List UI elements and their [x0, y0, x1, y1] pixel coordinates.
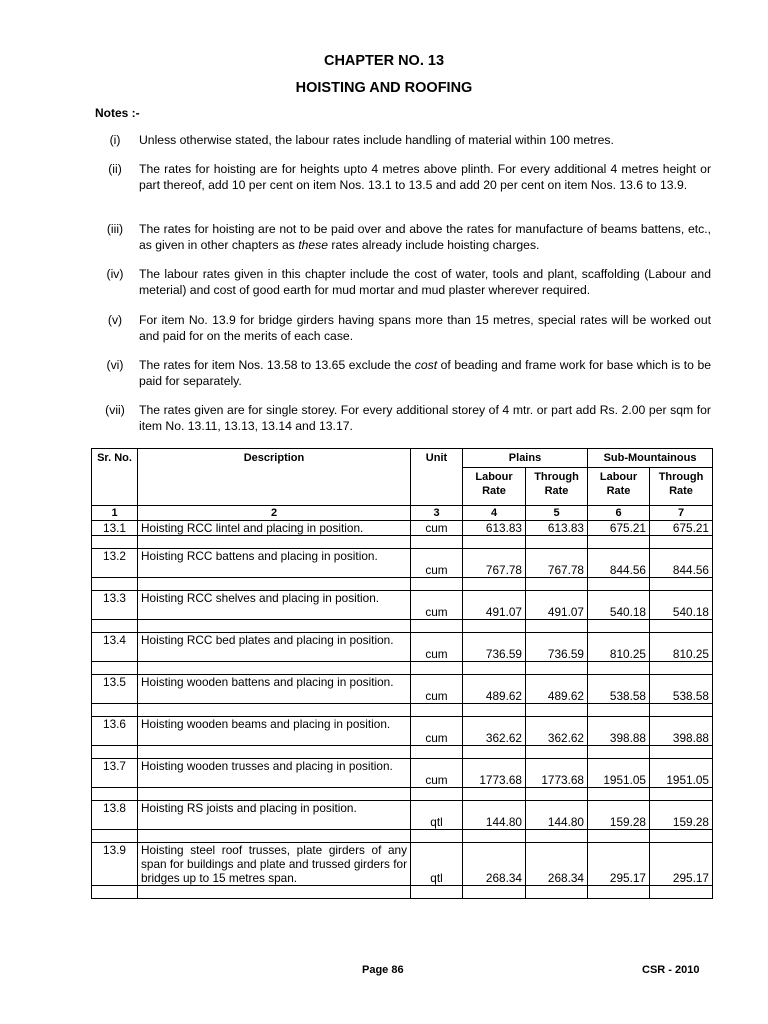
- item-sr-no: 13.5: [92, 675, 138, 704]
- item-unit: cum: [411, 633, 463, 662]
- spacer-row: [92, 620, 713, 633]
- item-description: Hoisting wooden trusses and placing in position.: [138, 759, 411, 788]
- table-row: [92, 759, 713, 788]
- note-ii: [95, 162, 711, 193]
- item-unit: cum: [411, 759, 463, 788]
- note-iii: [95, 222, 711, 253]
- note-number: (iii): [106, 222, 124, 236]
- sub-mountainous-through-rate: 810.25: [650, 633, 713, 662]
- column-number: 5: [526, 506, 588, 521]
- plains-labour-rate: 767.78: [463, 549, 526, 578]
- sub-mountainous-through-rate: 159.28: [650, 801, 713, 830]
- header-labour-rate: Labour Rate: [463, 468, 526, 506]
- column-number: 7: [650, 506, 713, 521]
- plains-through-rate: 767.78: [526, 549, 588, 578]
- sub-mountainous-labour-rate: 1951.05: [588, 759, 650, 788]
- plains-through-rate: 144.80: [526, 801, 588, 830]
- sub-mountainous-labour-rate: 295.17: [588, 843, 650, 886]
- item-unit: cum: [411, 591, 463, 620]
- column-number: 2: [138, 506, 411, 521]
- item-sr-no: 13.7: [92, 759, 138, 788]
- note-number: (iv): [106, 267, 124, 281]
- note-i: [95, 133, 711, 149]
- item-description: Hoisting RCC battens and placing in position.: [138, 549, 411, 578]
- sub-mountainous-through-rate: 540.18: [650, 591, 713, 620]
- sub-mountainous-through-rate: 538.58: [650, 675, 713, 704]
- header-plains: Plains: [463, 449, 588, 468]
- item-description: Hoisting RCC shelves and placing in position.: [138, 591, 411, 620]
- page-number: Page 86: [362, 964, 404, 976]
- item-description: Hoisting RCC lintel and placing in position.: [138, 521, 411, 536]
- note-vii: [95, 403, 711, 434]
- plains-labour-rate: 613.83: [463, 521, 526, 536]
- note-number: (i): [109, 133, 121, 147]
- table-row: [92, 717, 713, 746]
- note-text: The labour rates given in this chapter include the cost of water, tools and plant, scaffolding (Labour and meterial) and cost of good earth for mud mortar and mud plaster wherever required.: [139, 267, 711, 297]
- table-row: [92, 549, 713, 578]
- chapter-title: CHAPTER NO. 13: [323, 53, 445, 69]
- sub-mountainous-labour-rate: 398.88: [588, 717, 650, 746]
- item-sr-no: 13.9: [92, 843, 138, 886]
- plains-through-rate: 268.34: [526, 843, 588, 886]
- chapter-subtitle: HOISTING AND ROOFING: [295, 80, 473, 96]
- item-description: Hoisting RCC bed plates and placing in position.: [138, 633, 411, 662]
- plains-through-rate: 613.83: [526, 521, 588, 536]
- table-row: [92, 675, 713, 704]
- note-v: [95, 313, 711, 344]
- sub-mountainous-labour-rate: 810.25: [588, 633, 650, 662]
- plains-labour-rate: 491.07: [463, 591, 526, 620]
- plains-through-rate: 491.07: [526, 591, 588, 620]
- note-text: For item No. 13.9 for bridge girders having spans more than 15 metres, special rates will be worked out and paid for on the merits of each case.: [139, 313, 711, 343]
- spacer-row: [92, 662, 713, 675]
- table-row: [92, 801, 713, 830]
- sub-mountainous-through-rate: 844.56: [650, 549, 713, 578]
- sub-mountainous-labour-rate: 540.18: [588, 591, 650, 620]
- spacer-row: [92, 886, 713, 899]
- plains-through-rate: 1773.68: [526, 759, 588, 788]
- item-unit: cum: [411, 675, 463, 704]
- spacer-row: [92, 746, 713, 759]
- note-number: (vii): [105, 403, 125, 417]
- document-code: CSR - 2010: [642, 964, 700, 976]
- header-labour-rate: Labour Rate: [588, 468, 650, 506]
- note-number: (ii): [108, 162, 122, 176]
- plains-labour-rate: 1773.68: [463, 759, 526, 788]
- item-description: Hoisting RS joists and placing in position.: [138, 801, 411, 830]
- plains-through-rate: 736.59: [526, 633, 588, 662]
- spacer-row: [92, 536, 713, 549]
- item-description: Hoisting wooden beams and placing in position.: [138, 717, 411, 746]
- sub-mountainous-through-rate: 1951.05: [650, 759, 713, 788]
- item-unit: qtl: [411, 843, 463, 886]
- table-row: [92, 591, 713, 620]
- header-sr-no: Sr. No.: [92, 449, 138, 506]
- header-description: Description: [138, 449, 411, 506]
- spacer-row: [92, 830, 713, 843]
- item-sr-no: 13.4: [92, 633, 138, 662]
- note-text: The rates for hoisting are not to be paid over and above the rates for manufacture of beams battens, etc., as given in other chapters as these rates already include hoisting charges.: [139, 222, 711, 252]
- item-unit: cum: [411, 717, 463, 746]
- sub-mountainous-through-rate: 675.21: [650, 521, 713, 536]
- column-number: 3: [411, 506, 463, 521]
- column-number-row: [92, 506, 713, 521]
- note-number: (vi): [106, 358, 124, 372]
- notes-heading: Notes :-: [95, 106, 140, 120]
- item-description: Hoisting wooden battens and placing in position.: [138, 675, 411, 704]
- plains-labour-rate: 489.62: [463, 675, 526, 704]
- column-number: 6: [588, 506, 650, 521]
- sub-mountainous-through-rate: 295.17: [650, 843, 713, 886]
- plains-labour-rate: 268.34: [463, 843, 526, 886]
- table-row: [92, 843, 713, 886]
- spacer-row: [92, 704, 713, 717]
- item-unit: qtl: [411, 801, 463, 830]
- note-vi: [95, 358, 711, 389]
- plains-labour-rate: 144.80: [463, 801, 526, 830]
- item-sr-no: 13.3: [92, 591, 138, 620]
- plains-labour-rate: 736.59: [463, 633, 526, 662]
- item-sr-no: 13.2: [92, 549, 138, 578]
- item-sr-no: 13.8: [92, 801, 138, 830]
- note-text: Unless otherwise stated, the labour rates include handling of material within 100 metres.: [139, 133, 614, 147]
- header-through-rate: Through Rate: [526, 468, 588, 506]
- column-number: 1: [92, 506, 138, 521]
- note-iv: [95, 267, 711, 298]
- item-description: Hoisting steel roof trusses, plate girders of any span for buildings and plate and trussed girders for bridges up to 15 metres span.: [138, 843, 411, 886]
- plains-labour-rate: 362.62: [463, 717, 526, 746]
- plains-through-rate: 362.62: [526, 717, 588, 746]
- item-sr-no: 13.1: [92, 521, 138, 536]
- header-through-rate: Through Rate: [650, 468, 713, 506]
- rates-table: [91, 448, 713, 899]
- sub-mountainous-through-rate: 398.88: [650, 717, 713, 746]
- note-text: The rates given are for single storey. For every additional storey of 4 mtr. or part add Rs. 2.00 per sqm for item No. 13.11, 13.13, 13.14 and 13.17.: [139, 403, 711, 433]
- sub-mountainous-labour-rate: 538.58: [588, 675, 650, 704]
- header-unit: Unit: [411, 449, 463, 506]
- column-number: 4: [463, 506, 526, 521]
- header-sub-mountainous: Sub-Mountainous: [588, 449, 713, 468]
- note-number: (v): [107, 313, 123, 327]
- spacer-row: [92, 578, 713, 591]
- sub-mountainous-labour-rate: 844.56: [588, 549, 650, 578]
- table-row: [92, 521, 713, 536]
- sub-mountainous-labour-rate: 675.21: [588, 521, 650, 536]
- table-row: [92, 633, 713, 662]
- note-text: The rates for item Nos. 13.58 to 13.65 exclude the cost of beading and frame work for base which is to be paid for separately.: [139, 358, 711, 388]
- note-text: The rates for hoisting are for heights upto 4 metres above plinth. For every additional 4 metres height or part thereof, add 10 per cent on item Nos. 13.1 to 13.5 and add 20 per cent on item Nos. 13.6 to 13.9.: [139, 162, 711, 192]
- spacer-row: [92, 788, 713, 801]
- sub-mountainous-labour-rate: 159.28: [588, 801, 650, 830]
- item-unit: cum: [411, 549, 463, 578]
- item-sr-no: 13.6: [92, 717, 138, 746]
- item-unit: cum: [411, 521, 463, 536]
- plains-through-rate: 489.62: [526, 675, 588, 704]
